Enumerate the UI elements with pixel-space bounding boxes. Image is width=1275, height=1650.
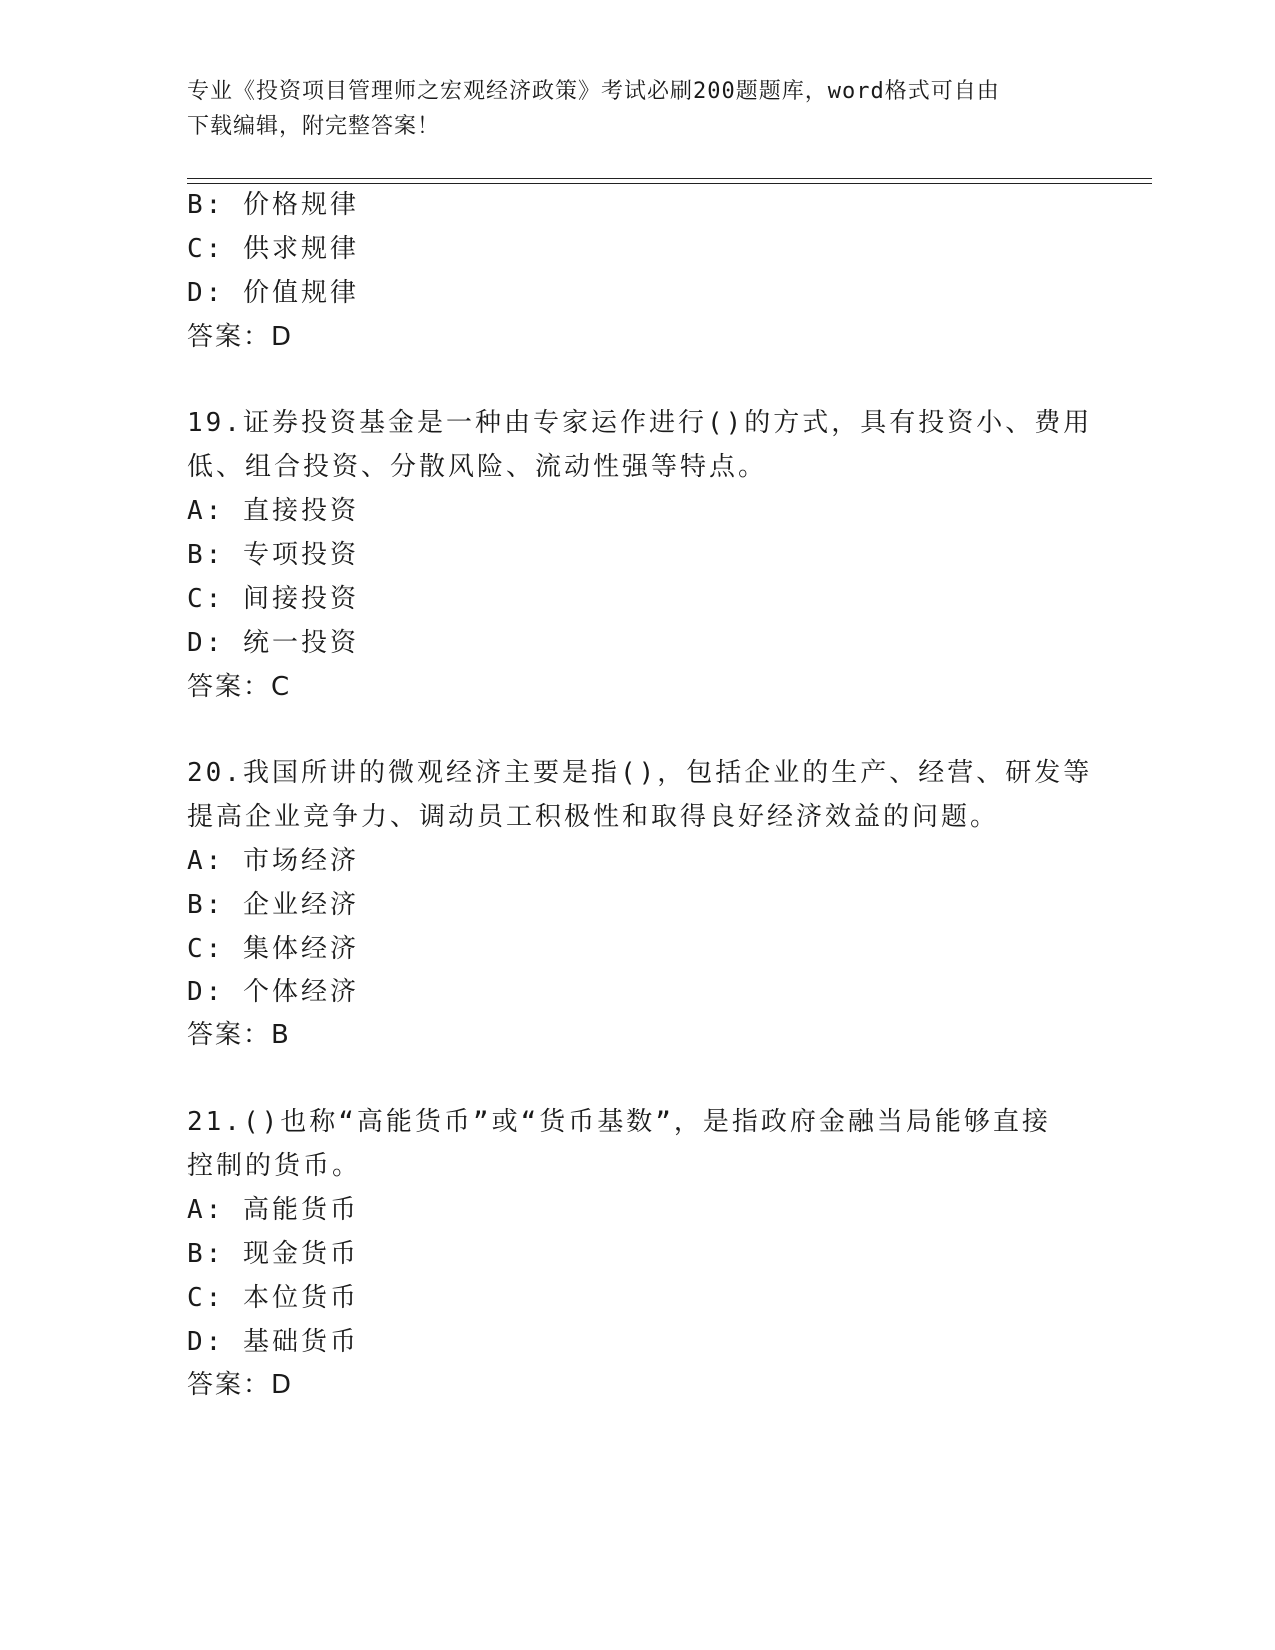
q18-option-c: C: 供求规律 [187,234,359,264]
document-header [187,74,1067,144]
q20-option-d: D: 个体经济 [187,977,359,1007]
q18-option-b: B: 价格规律 [187,190,359,220]
q19-option-c: C: 间接投资 [187,584,359,614]
q20-stem-line-1: 20.我国所讲的微观经济主要是指()，包括企业的生产、经营、研发等 [187,758,1093,788]
header-divider-top [187,178,1152,179]
q20-option-a: A: 市场经济 [187,846,359,876]
q20-option-c: C: 集体经济 [187,934,359,964]
q20-option-b: B: 企业经济 [187,890,359,920]
q18-option-d: D: 价值规律 [187,278,359,308]
q21-option-d: D: 基础货币 [187,1327,359,1357]
q21-stem-line-1: 21.()也称“高能货币”或“货币基数”，是指政府金融当局能够直接 [187,1107,1051,1137]
q19-option-b: B: 专项投资 [187,540,359,570]
header-line-1: 专业《投资项目管理师之宏观经济政策》考试必刷200题题库，word格式可自由 [187,79,1000,104]
q21-option-c: C: 本位货币 [187,1283,359,1313]
header-divider-bottom [187,183,1152,184]
q19-option-a: A: 直接投资 [187,496,359,526]
q21-answer: 答案：D [187,1370,294,1400]
q21-stem-line-2: 控制的货币。 [187,1151,362,1181]
q20-stem-line-2: 提高企业竞争力、调动员工积极性和取得良好经济效益的问题。 [187,802,1000,832]
q19-answer: 答案：C [187,672,292,702]
q21-option-a: A: 高能货币 [187,1195,359,1225]
q20-answer: 答案：B [187,1020,291,1050]
q18-answer: 答案：D [187,322,294,352]
header-line-2: 下载编辑，附完整答案！ [187,114,441,139]
q19-option-d: D: 统一投资 [187,628,359,658]
q19-stem-line-2: 低、组合投资、分散风险、流动性强等特点。 [187,452,768,482]
q19-stem-line-1: 19.证券投资基金是一种由专家运作进行()的方式，具有投资小、费用 [187,408,1093,438]
q21-option-b: B: 现金货币 [187,1239,359,1269]
